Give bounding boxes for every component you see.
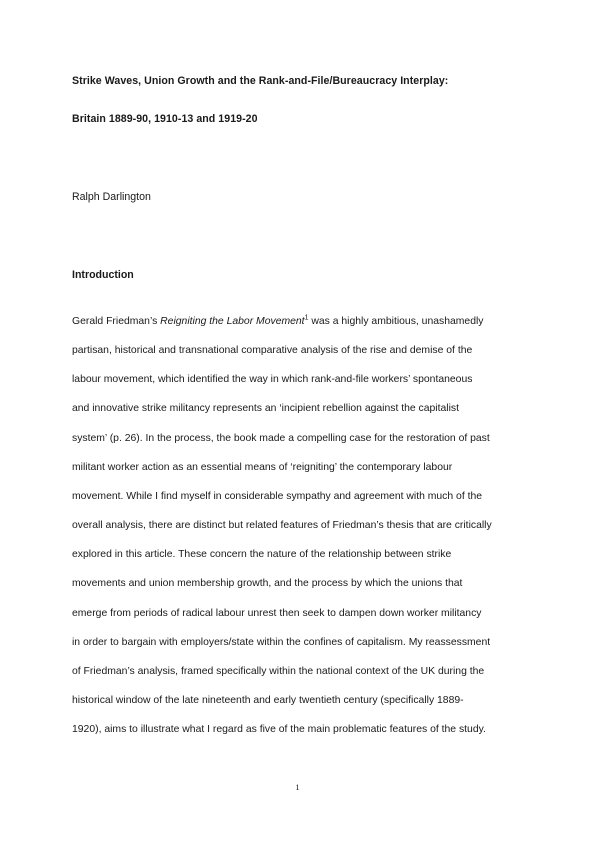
author-name: Ralph Darlington	[72, 191, 151, 203]
paragraph-text: was a highly ambitious, unashamedly partisan, historical and transnational comparative analysis of the rise and demise of the labour movement, which identified the way in which rank-and-file workers’ spontaneous and innovative strike militancy represents an ‘incipient rebellion against the capitalist system’ (p. 26). In the process, the book made a compelling case for the restoration of past militant worker action as an essential means of ‘reigniting’ the contemporary labour movement. While I find myself in considerable sympathy and agreement with much of the overall analysis, there are distinct but related features of Friedman’s thesis that are critically explored in this article. These concern the nature of the relationship between strike movements and union membership growth, and the process by which the unions that emerge from periods of radical labour unrest then seek to dampen down worker militancy in order to bargain with employers/state within the confines of capitalism. My reassessment of Friedman’s analysis, framed specifically within the national context of the UK during the historical window of the late nineteenth and early twentieth century (specifically 1889- 1920), aims to illustrate what I regard as five of the main problematic features of the study.	[72, 316, 492, 736]
book-title: Reigniting the Labor Movement	[160, 316, 305, 327]
body-paragraph	[72, 307, 532, 744]
paragraph-lead: Gerald Friedman’s	[72, 316, 161, 327]
title-line-2: Britain 1889-90, 1910-13 and 1919-20	[72, 113, 258, 125]
title-line-1: Strike Waves, Union Growth and the Rank-and-File/Bureaucracy Interplay:	[72, 75, 449, 87]
page-number: 1	[295, 782, 300, 792]
footnote-reference[interactable]: 1	[304, 314, 309, 322]
section-heading: Introduction	[72, 269, 134, 281]
